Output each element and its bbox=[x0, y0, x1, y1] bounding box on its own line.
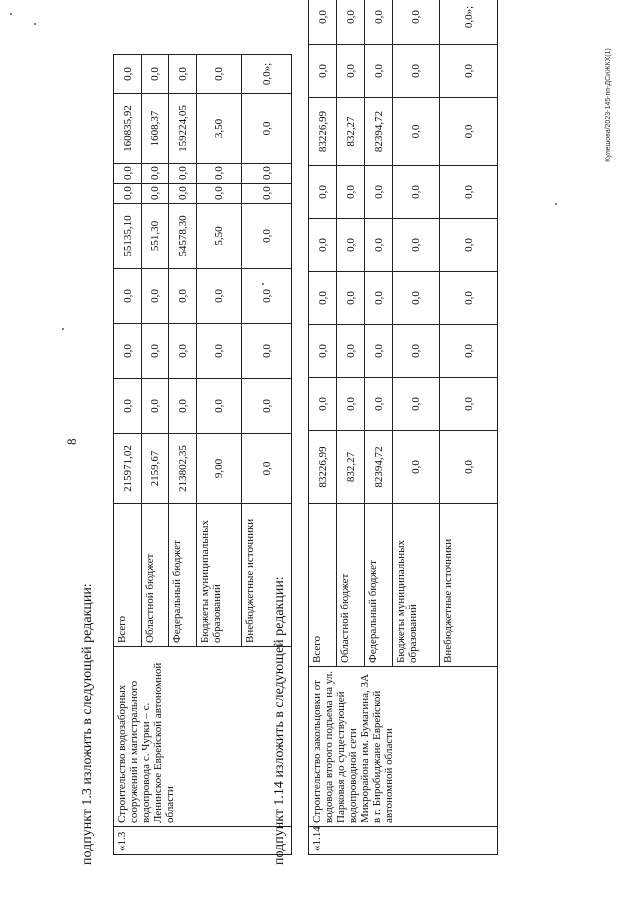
table-cell: 160835,92 bbox=[114, 94, 142, 164]
table-cell: 0,0 bbox=[337, 325, 365, 378]
table-cell: 215971,02 bbox=[114, 434, 142, 504]
table-cell: 0,0 bbox=[197, 379, 242, 434]
table-cell: 82394,72 bbox=[365, 98, 393, 166]
table-cell: 5,50 bbox=[197, 204, 242, 269]
table-cell: 0,0 bbox=[309, 219, 337, 272]
document-code: Кулешова/2023-145-пп-ДСиЖКХ(1) bbox=[605, 48, 612, 162]
table-cell: 0,0 bbox=[114, 269, 142, 324]
funding-source: Бюджеты муниципальных образований bbox=[197, 504, 242, 647]
table-cell: 0,0 bbox=[393, 166, 440, 219]
table-cell: 0,0 bbox=[393, 431, 440, 504]
table-cell: 0,0 bbox=[309, 166, 337, 219]
item-number: «1.3 bbox=[114, 827, 292, 855]
table-cell: 0,0 bbox=[142, 55, 169, 94]
table-cell: 0,0 bbox=[393, 219, 440, 272]
table-cell: 0,0 bbox=[440, 45, 498, 98]
table-cell: 0,0 bbox=[242, 324, 292, 379]
table-cell: 0,0 bbox=[365, 0, 393, 45]
section2-heading: подпункт 1.14 изложить в следующей редакции: bbox=[272, 576, 287, 865]
scan-speck bbox=[262, 283, 264, 285]
table-cell: 0,0 bbox=[242, 184, 292, 204]
table-1-3 bbox=[113, 54, 292, 855]
table-cell: 0,0 bbox=[169, 269, 197, 324]
table-cell: 0,0 bbox=[197, 55, 242, 94]
table-cell: 0,0 bbox=[114, 184, 142, 204]
funding-source: Внебюджетные источники bbox=[242, 504, 292, 647]
table-cell: 0,0 bbox=[169, 324, 197, 379]
table-cell: 9,00 bbox=[197, 434, 242, 504]
table-cell: 1608,37 bbox=[142, 94, 169, 164]
table-cell: 0,0 bbox=[365, 219, 393, 272]
table-cell: 0,0 bbox=[114, 55, 142, 94]
table-cell: 0,0 bbox=[337, 378, 365, 431]
table-cell: 0,0 bbox=[242, 204, 292, 269]
table-cell: 0,0 bbox=[337, 45, 365, 98]
table-cell: 832,27 bbox=[337, 98, 365, 166]
table-cell: 0,0 bbox=[365, 45, 393, 98]
table-cell: 0,0 bbox=[440, 325, 498, 378]
table-cell: 0,0 bbox=[169, 164, 197, 184]
table-cell: 0,0»; bbox=[242, 55, 292, 94]
table-row bbox=[309, 0, 337, 855]
table-cell: 0,0 bbox=[440, 378, 498, 431]
table-row bbox=[114, 55, 142, 855]
table-cell: 0,0 bbox=[142, 379, 169, 434]
table-cell: 0,0 bbox=[169, 55, 197, 94]
table-cell: 0,0»; bbox=[440, 0, 498, 45]
funding-source: Областной бюджет bbox=[142, 504, 169, 647]
table-cell: 0,0 bbox=[114, 379, 142, 434]
table-cell: 0,0 bbox=[142, 164, 169, 184]
page-number: 8 bbox=[64, 438, 79, 445]
table-cell: 213802,35 bbox=[169, 434, 197, 504]
funding-source: Внебюджетные источники bbox=[440, 504, 498, 667]
table-cell: 0,0 bbox=[365, 272, 393, 325]
table-cell: 0,0 bbox=[440, 166, 498, 219]
table-cell: 0,0 bbox=[197, 324, 242, 379]
table-cell: 0,0 bbox=[309, 325, 337, 378]
table-1-14 bbox=[308, 0, 498, 855]
table-cell: 0,0 bbox=[197, 184, 242, 204]
table-cell: 0,0 bbox=[114, 324, 142, 379]
table-cell: 0,0 bbox=[393, 378, 440, 431]
table-cell: 0,0 bbox=[440, 98, 498, 166]
table-cell: 0,0 bbox=[169, 184, 197, 204]
funding-source: Всего bbox=[309, 504, 337, 667]
table-cell: 0,0 bbox=[393, 325, 440, 378]
table-cell: 54578,30 bbox=[169, 204, 197, 269]
table-cell: 832,27 bbox=[337, 431, 365, 504]
table-cell: 0,0 bbox=[142, 324, 169, 379]
table-cell: 83226,99 bbox=[309, 431, 337, 504]
table-cell: 159224,05 bbox=[169, 94, 197, 164]
table-cell: 82394,72 bbox=[365, 431, 393, 504]
table-cell: 0,0 bbox=[242, 379, 292, 434]
table-cell: 0,0 bbox=[309, 378, 337, 431]
table-cell: 0,0 bbox=[242, 269, 292, 324]
scan-speck bbox=[34, 23, 36, 25]
table-cell: 0,0 bbox=[242, 164, 292, 184]
scan-speck bbox=[10, 13, 12, 15]
table-cell: 0,0 bbox=[309, 0, 337, 45]
item-number: «1.14 bbox=[309, 827, 498, 855]
table-cell: 0,0 bbox=[197, 269, 242, 324]
scan-speck bbox=[62, 328, 64, 330]
table-cell: 0,0 bbox=[393, 98, 440, 166]
table-cell: 0,0 bbox=[309, 272, 337, 325]
item-description: Строительство закольцовки от водовода второго подъема на ул. Парковая до существующей водопроводной сети Микрорайона им. Бумагина, 3А в г. Биробиджане Еврейской автономной области bbox=[309, 667, 498, 827]
table-cell: 0,0 bbox=[393, 0, 440, 45]
table-cell: 0,0 bbox=[337, 219, 365, 272]
table-cell: 0,0 bbox=[242, 94, 292, 164]
table-cell: 0,0 bbox=[142, 184, 169, 204]
table-cell: 0,0 bbox=[440, 431, 498, 504]
funding-source: Бюджеты муниципальных образований bbox=[393, 504, 440, 667]
table-cell: 0,0 bbox=[197, 164, 242, 184]
section1-heading: подпункт 1.3 изложить в следующей редакции: bbox=[80, 583, 95, 865]
table-cell: 0,0 bbox=[365, 325, 393, 378]
table-cell: 551,30 bbox=[142, 204, 169, 269]
table-cell: 0,0 bbox=[365, 166, 393, 219]
table-cell: 0,0 bbox=[114, 164, 142, 184]
table-cell: 0,0 bbox=[440, 272, 498, 325]
scan-speck bbox=[555, 203, 557, 205]
table-cell: 3,50 bbox=[197, 94, 242, 164]
table-cell: 0,0 bbox=[393, 45, 440, 98]
table-cell: 0,0 bbox=[440, 219, 498, 272]
item-description: Строительство водозаборных сооружений и магистрального водопровода с. Чурки – с. Ленинское Еврейской автономной области bbox=[114, 647, 292, 827]
table-cell: 0,0 bbox=[365, 378, 393, 431]
table-cell: 0,0 bbox=[393, 272, 440, 325]
table-cell: 0,0 bbox=[169, 379, 197, 434]
table-cell: 0,0 bbox=[242, 434, 292, 504]
table-cell: 0,0 bbox=[337, 0, 365, 45]
funding-source: Федеральный бюджет bbox=[169, 504, 197, 647]
table-cell: 55135,10 bbox=[114, 204, 142, 269]
table-cell: 83226,99 bbox=[309, 98, 337, 166]
table-cell: 0,0 bbox=[337, 272, 365, 325]
table-cell: 2159,67 bbox=[142, 434, 169, 504]
table-cell: 0,0 bbox=[337, 166, 365, 219]
funding-source: Областной бюджет bbox=[337, 504, 365, 667]
table-cell: 0,0 bbox=[142, 269, 169, 324]
table-cell: 0,0 bbox=[309, 45, 337, 98]
funding-source: Всего bbox=[114, 504, 142, 647]
funding-source: Федеральный бюджет bbox=[365, 504, 393, 667]
